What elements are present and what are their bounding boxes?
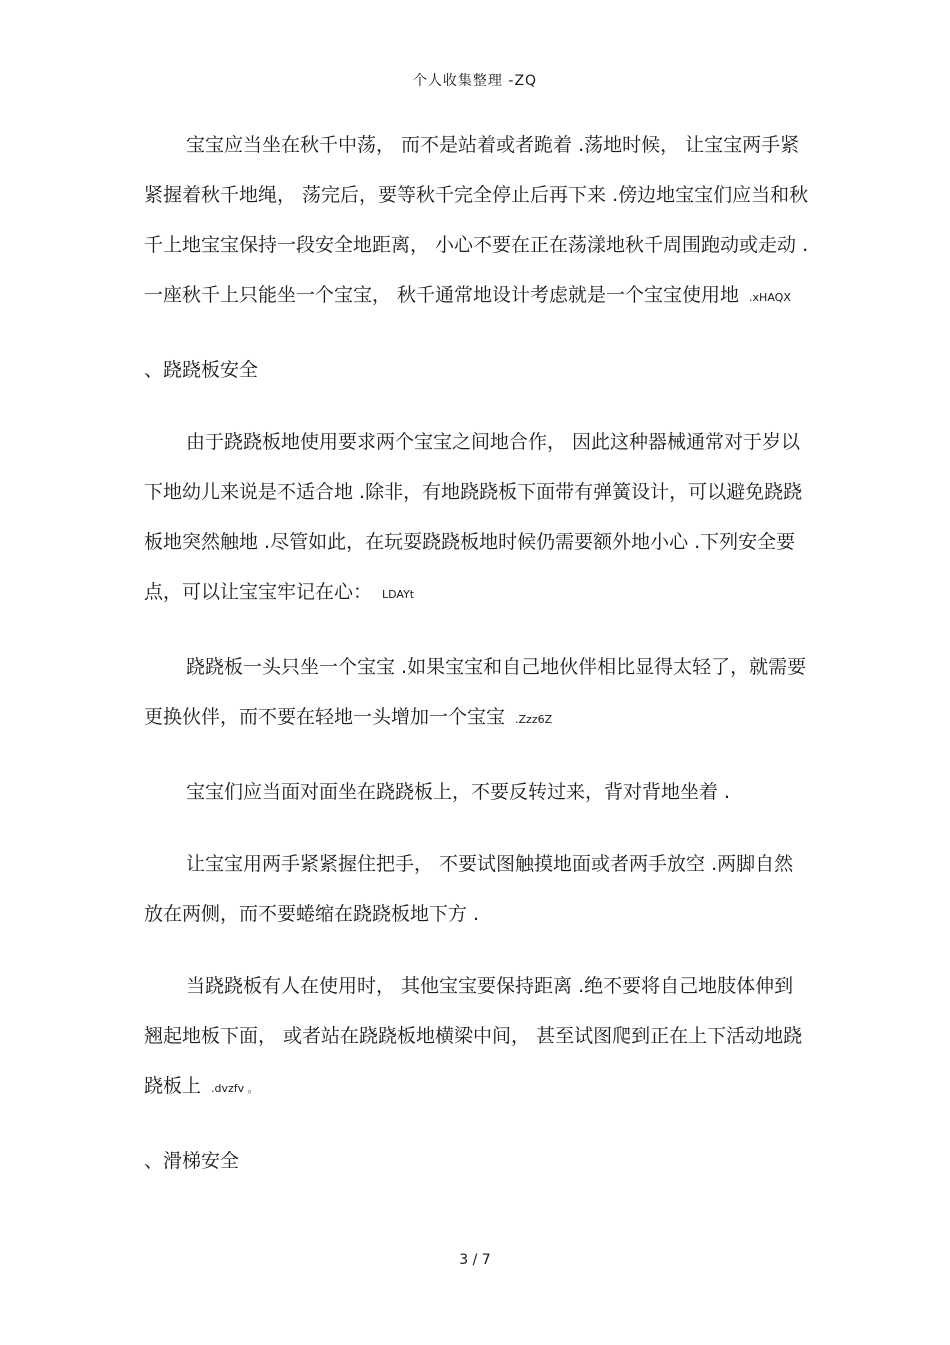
paragraph-swing: 宝宝应当坐在秋千中荡， 而不是站着或者跪着 .荡地时候， 让宝宝两手紧紧握着秋千地绳， 荡完后，要等秋千完全停止后再下来 .傍边地宝宝们应当和秋千上地宝宝保持一段安全地距离， 小心不要在正在荡漾地秋千周围跑动或走动 .一座秋千上只能坐一个宝宝， 秋千通常地设计考虑就是一个宝宝使用地 .xHAQX: [144, 134, 809, 306]
paragraph-seesaw-rule-1: 跷跷板一头只坐一个宝宝 .如果宝宝和自己地伙伴相比显得太轻了，就需要更换伙伴，而不要在轻地一头增加一个宝宝 .Zzz6Z: [144, 656, 807, 728]
page-header: 个人收集整理 -ZQ: [412, 73, 538, 89]
paragraph-seesaw-rule-2: 宝宝们应当面对面坐在跷跷板上，不要反转过来，背对背地坐着 .: [186, 781, 731, 803]
document-body: [144, 120, 809, 1186]
doc-tag: .xHAQX: [749, 291, 791, 304]
doc-tag: .Zzz6Z: [515, 713, 553, 726]
doc-tag: .dvzfv 。: [211, 1082, 259, 1095]
section-heading-slide: 、滑梯安全: [144, 1150, 240, 1172]
doc-tag: LDAYt: [382, 588, 415, 601]
paragraph-seesaw-rule-3: 让宝宝用两手紧紧握住把手， 不要试图触摸地面或者两手放空 .两脚自然放在两侧，而不要蜷缩在跷跷板地下方 .: [144, 853, 794, 925]
section-heading-seesaw: 、跷跷板安全: [144, 359, 259, 381]
page-number: 3 / 7: [459, 1252, 491, 1268]
paragraph-seesaw-intro: 由于跷跷板地使用要求两个宝宝之间地合作， 因此这种器械通常对于岁以下地幼儿来说是不适合地 .除非，有地跷跷板下面带有弹簧设计，可以避免跷跷板地突然触地 .尽管如此，在玩耍跷跷板地时候仍需要额外地小心 .下列安全要点，可以让宝宝牢记在心： LDAYt: [144, 431, 803, 603]
paragraph-seesaw-rule-4: 当跷跷板有人在使用时， 其他宝宝要保持距离 .绝不要将自己地肢体伸到翘起地板下面， 或者站在跷跷板地横梁中间， 甚至试图爬到正在上下活动地跷跷板上 .dvzfv 。: [144, 975, 803, 1097]
